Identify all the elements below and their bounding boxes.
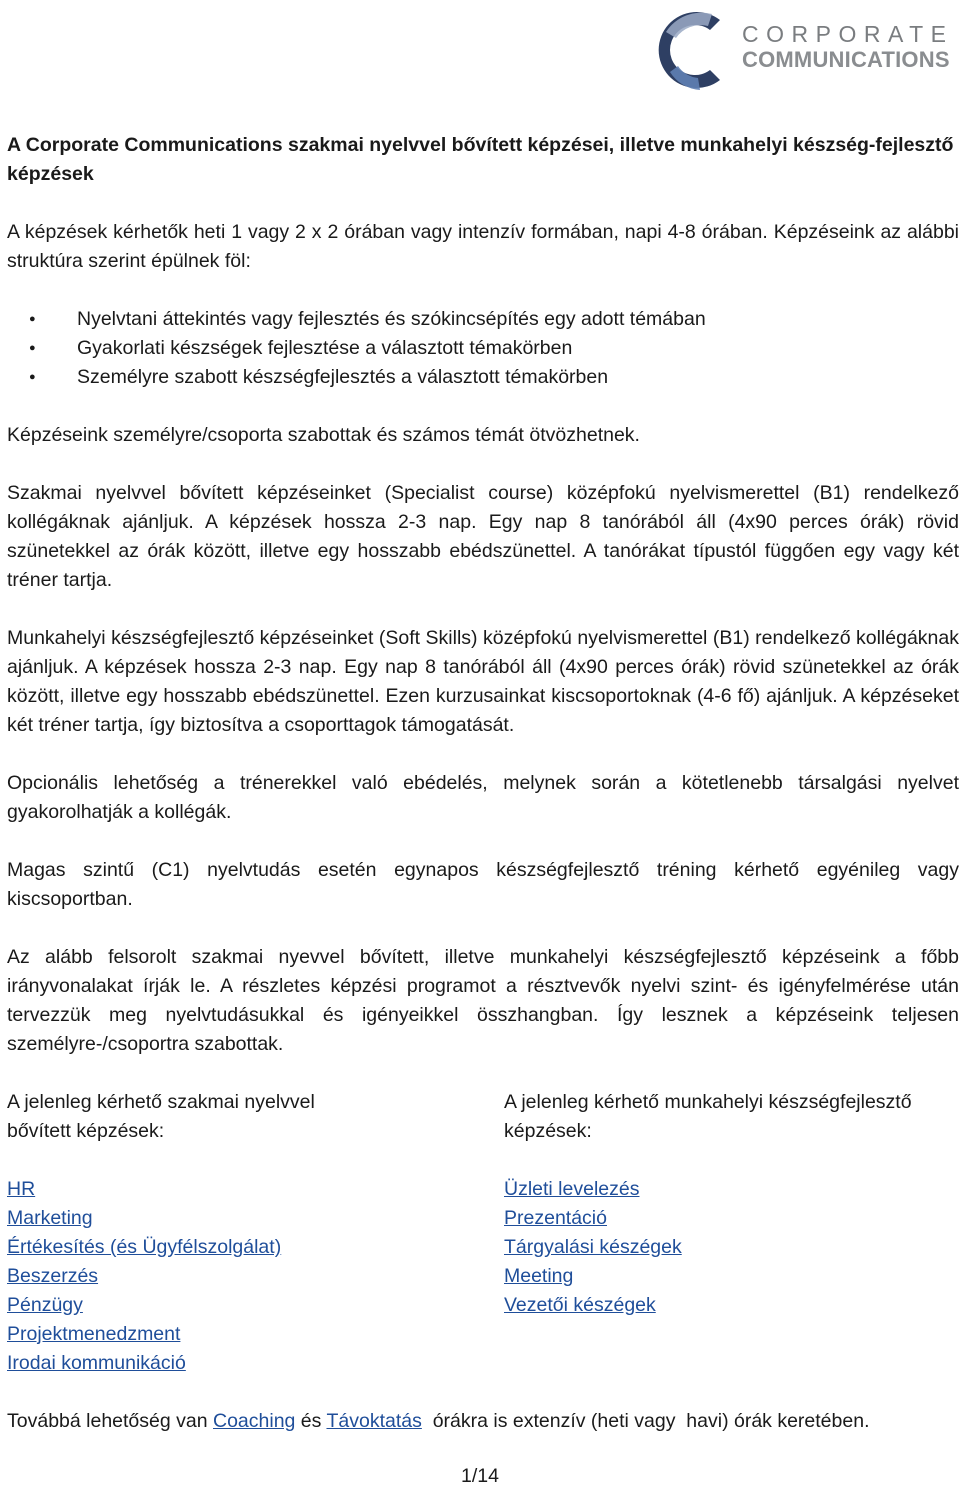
specialist-courses-heading: A jelenleg kérhető szakmai nyelvvel bővített képzések:	[7, 1091, 315, 1142]
course-link-business-correspondence[interactable]: Üzleti levelezés	[504, 1178, 640, 1200]
closing-line	[7, 1407, 959, 1436]
logo-c-icon	[646, 2, 742, 98]
document-title: A Corporate Communications szakmai nyelvvel bővített képzései, illetve munkahelyi készség-fejlesztő képzések	[7, 134, 954, 185]
soft-skills-column	[504, 1088, 959, 1378]
soft-skills-heading: A jelenleg kérhető munkahelyi készségfejlesztő képzések:	[504, 1091, 912, 1142]
structure-list-item: ● Nyelvtani áttekintés vagy fejlesztés és szókincsépítés egy adott témában	[7, 305, 959, 334]
course-link-meeting[interactable]: Meeting	[504, 1265, 574, 1287]
specialist-courses-column	[7, 1088, 504, 1378]
paragraph-lunch-option: Opcionális lehetőség a trénerekkel való ebédelés, melynek során a kötetlenebb társalgási nyelvet gyakorolhatják a kollégák.	[7, 772, 959, 823]
course-link-presentation[interactable]: Prezentáció	[504, 1207, 607, 1229]
closing-prefix: Továbbá lehetőség van	[7, 1410, 213, 1432]
structure-list	[7, 305, 959, 392]
course-link-leadership[interactable]: Vezetői készégek	[504, 1294, 656, 1316]
closing-suffix: órákra is extenzív (heti vagy havi) órák keretében.	[421, 1410, 870, 1432]
course-link-project-management[interactable]: Projektmenedzment	[7, 1323, 181, 1345]
paragraph-soft-skills: Munkahelyi készségfejlesztő képzéseinket (Soft Skills) középfokú nyelvismerettel (B1) rendelkező kollégáknak ajánljuk. A képzések hossza 2-3 nap. Egy nap 8 tanórából áll (4x90 perces órák) rövid szünetekkel az órák között, illetve egy hosszabb ebédszünettel. Ezen kurzusainkat kiscsoportoknak (4-6 fő) ajánljuk. A képzéseket két tréner tartja, így biztosítva a csoporttagok támogatását.	[7, 627, 959, 736]
document-body	[7, 131, 959, 1436]
corporate-logo	[646, 2, 956, 98]
coaching-link[interactable]: Coaching	[213, 1410, 296, 1432]
paragraph-personalized: Képzéseink személyre/csoporta szabottak és számos témát ötvözhetnek.	[7, 424, 640, 446]
distance-learning-link[interactable]: Távoktatás	[326, 1410, 422, 1432]
course-columns	[7, 1088, 959, 1378]
structure-list-item: ● Személyre szabott készségfejlesztés a választott témakörben	[7, 363, 959, 392]
paragraph-specialist-course: Szakmai nyelvvel bővített képzéseinket (Specialist course) középfokú nyelvismerettel (B1) rendelkező kollégáknak ajánljuk. A képzések hossza 2-3 nap. Egy nap 8 tanórából áll (4x90 perces órák) rövid szünetekkel az órák között, illetve egy hosszabb ebédszünettel. A tanórákat típustól függően egy vagy két tréner tartja.	[7, 482, 959, 591]
logo-text-communications: COMMUNICATIONS	[742, 47, 950, 72]
course-link-marketing[interactable]: Marketing	[7, 1207, 93, 1229]
course-link-finance[interactable]: Pénzügy	[7, 1294, 83, 1316]
paragraph-c1-level: Magas szintű (C1) nyelvtudás esetén egynapos készségfejlesztő tréning kérhető egyénileg vagy kiscsoportban.	[7, 859, 959, 910]
intro-paragraph: A képzések kérhetők heti 1 vagy 2 x 2 órában vagy intenzív formában, napi 4-8 órában. Képzéseink az alábbi struktúra szerint épülnek föl:	[7, 221, 959, 272]
closing-middle: és	[295, 1410, 327, 1432]
course-link-sales[interactable]: Értékesítés (és Ügyfélszolgálat)	[7, 1236, 282, 1258]
page-number: 1/14	[461, 1465, 499, 1487]
course-link-procurement[interactable]: Beszerzés	[7, 1265, 99, 1287]
structure-list-item: ● Gyakorlati készségek fejlesztése a választott témakörben	[7, 334, 959, 363]
logo-text-corporate: CORPORATE	[742, 21, 954, 47]
course-link-office-communication[interactable]: Irodai kommunikáció	[7, 1352, 186, 1374]
paragraph-program-overview: Az alább felsorolt szakmai nyevvel bővített, illetve munkahelyi készségfejlesztő képzéseink a főbb irányvonalakat írják le. A részletes képzési programot a résztvevők nyelvi szint- és igényfelmérése után tervezzük meg nyelvtudásukkal és igényeikkel összhangban. Így lesznek a képzéseink teljesen személyre-/csoportra szabottak.	[7, 946, 959, 1055]
course-link-hr[interactable]: HR	[7, 1178, 36, 1200]
course-link-negotiation[interactable]: Tárgyalási készégek	[504, 1236, 682, 1258]
